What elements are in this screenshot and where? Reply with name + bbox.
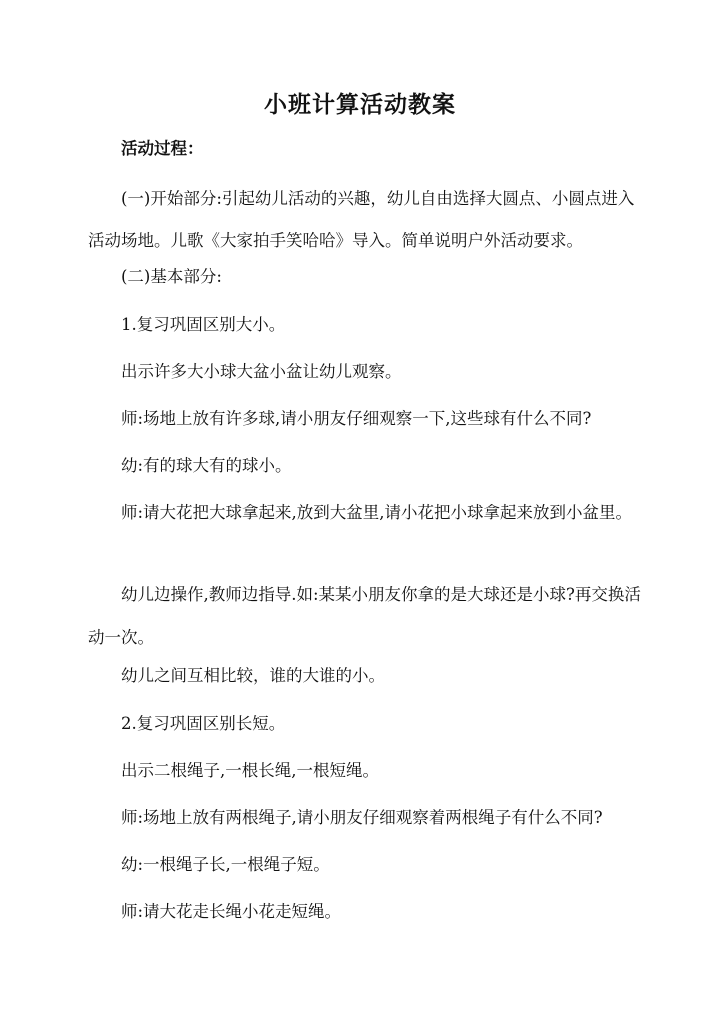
paragraph: 2.复习巩固区别长短。 xyxy=(121,714,286,733)
paragraph: 师:场地上放有许多球,请小朋友仔细观察一下,这些球有什么不同? xyxy=(121,409,592,428)
paragraph: 师:请大花把大球拿起来,放到大盆里,请小花把小球拿起来放到小盆里。 xyxy=(121,503,633,522)
paragraph: 1.复习巩固区别大小。 xyxy=(121,315,286,334)
paragraph: 出示许多大小球大盆小盆让幼儿观察。 xyxy=(121,362,402,381)
paragraph: 幼儿之间互相比较，谁的大谁的小。 xyxy=(121,666,385,685)
paragraph: 幼:一根绳子长,一根绳子短。 xyxy=(121,855,330,874)
paragraph: 幼:有的球大有的球小。 xyxy=(121,456,292,475)
section-heading: 活动过程： xyxy=(121,139,204,158)
paragraph: 幼儿边操作,教师边指导.如:某某小朋友你拿的是大球还是小球?再交换活动一次。 xyxy=(88,585,641,647)
paragraph: (一)开始部分:引起幼儿活动的兴趣，幼儿自由选择大圆点、小圆点进入活动场地。儿歌《大家拍手笑哈哈》导入。简单说明户外活动要求。 xyxy=(88,189,635,250)
paragraph: 师:请大花走长绳小花走短绳。 xyxy=(121,902,342,921)
paragraph: 出示二根绳子,一根长绳,一根短绳。 xyxy=(121,761,379,780)
paragraph: 师:场地上放有两根绳子,请小朋友仔细观察着两根绳子有什么不同? xyxy=(121,808,603,827)
document-title: 小班计算活动教案 xyxy=(264,91,456,118)
paragraph: (二)基本部分: xyxy=(121,267,222,286)
